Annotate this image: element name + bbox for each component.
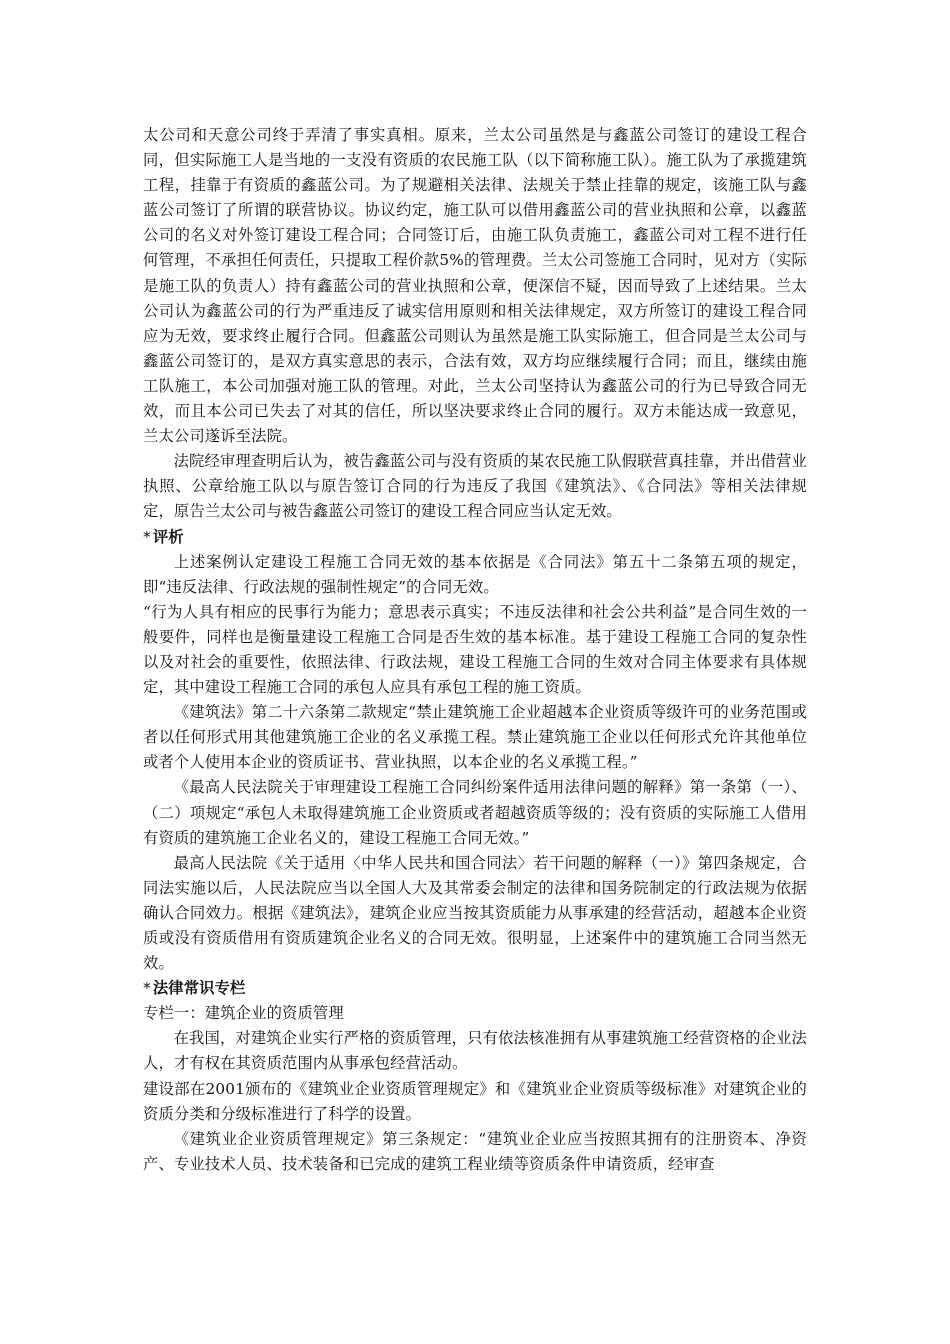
paragraph-case-facts: 太公司和天意公司终于弄清了事实真相。原来，兰太公司虽然是与鑫蓝公司签订的建设工程合同，但实际施工人是当地的一支没有资质的农民施工队（以下简称施工队）。施工队为了承揽建筑工程，挂靠于有资质的鑫蓝公司。为了规避相关法律、法规关于禁止挂靠的规定，该施工队与鑫蓝公司签订了所谓的联营协议。协议约定，施工队可以借用鑫蓝公司的营业执照和公章，以鑫蓝公司的名义对外签订建设工程合同；合同签订后，由施工队负责施工，鑫蓝公司对工程不进行任何管理，不承担任何责任，只提取工程价款5%的管理费。兰太公司签施工合同时，见对方（实际是施工队的负责人）持有鑫蓝公司的营业执照和公章，便深信不疑，因而导致了上述结果。兰太公司认为鑫蓝公司的行为严重违反了诚实信用原则和相关法律规定，双方所签订的建设工程合同应为无效，要求终止履行合同。但鑫蓝公司则认为虽然是施工队实际施工，但合同是兰太公司与鑫蓝公司签订的，是双方真实意思的表示，合法有效，双方均应继续履行合同；而且，继续由施工队施工，本公司加强对施工队的管理。对此，兰太公司坚持认为鑫蓝公司的行为已导致合同无效，而且本公司已失去了对其的信任，所以坚决要求终止合同的履行。双方未能达成一致意见，兰太公司遂诉至法院。 — [143, 126, 807, 446]
paragraph-court-ruling: 法院经审理查明后认为，被告鑫蓝公司与没有资质的某农民施工队假联营真挂靠，并出借营业执照、公章给施工队以与原告签订合同的行为违反了我国《建筑法》、《合同法》等相关法律规定，原告兰太公司与被告鑫蓝公司签订的建设工程合同应当认定无效。 — [143, 452, 807, 521]
section-heading-analysis — [143, 525, 807, 550]
paragraph-construction-law-article: 《建筑法》第二十六条第二款规定“禁止建筑施工企业超越本企业资质等级许可的业务范围或者以任何形式用其他建筑施工企业的名义承揽工程。禁止建筑施工企业以任何形式允许其他单位或者个人使用本企业的资质证书、营业执照，以本企业的名义承揽工程。” — [143, 703, 807, 772]
section-heading-analysis-label: 评析 — [152, 527, 184, 546]
document-page — [143, 123, 807, 1177]
section-heading-law-column — [143, 976, 807, 1001]
paragraph-regulation-article-three: 《建筑业企业资质管理规定》第三条规定：“建筑业企业应当按照其拥有的注册资本、净资产、专业技术人员、技术装备和已完成的建筑工程业绩等资质条件申请资质，经审查 — [143, 1129, 807, 1173]
paragraph-ministry-regulation: 建设部在2001颁布的《建筑业企业资质管理规定》和《建筑业企业资质等级标准》对建筑企业的资质分类和分级标准进行了科学的设置。 — [143, 1079, 807, 1123]
paragraph-analysis-basis: 上述案例认定建设工程施工合同无效的基本依据是《合同法》第五十二条第五项的规定，即“违反法律、行政法规的强制性规定”的合同无效。 — [143, 552, 807, 596]
paragraph-contract-law-interpretation: 最高人民法院《关于适用〈中华人民共和国合同法〉若干问题的解释（一）》第四条规定，合同法实施以后，人民法院应当以全国人大及其常委会制定的法律和国务院制定的行政法规为依据确认合同效力。根据《建筑法》，建筑企业应当按其资质能力从事承建的经营活动，超越本企业资质或没有资质借用有资质建筑企业名义的合同无效。很明显，上述案件中的建筑施工合同当然无效。 — [143, 853, 807, 973]
bullet-star: * — [143, 527, 151, 546]
paragraph-validity-requirements: “行为人具有相应的民事行为能力；意思表示真实；不违反法律和社会公共利益”是合同生效的一般要件，同样也是衡量建设工程施工合同是否生效的基本标准。基于建设工程施工合同的复杂性以及对社会的重要性，依照法律、行政法规，建设工程施工合同的生效对合同主体要求有具体规定，其中建设工程施工合同的承包人应具有承包工程的施工资质。 — [143, 602, 807, 697]
paragraph-supreme-court-interpretation: 《最高人民法院关于审理建设工程施工合同纠纷案件适用法律问题的解释》第一条第（一）、（二）项规定“承包人未取得建筑施工企业资质或者超越资质等级的；没有资质的实际施工人借用有资质的建筑施工企业名义的，建设工程施工合同无效。” — [143, 778, 807, 847]
bullet-star: * — [143, 979, 151, 998]
section-heading-law-column-label: 法律常识专栏 — [152, 979, 246, 998]
column-one-title: 专栏一：建筑企业的资质管理 — [143, 1004, 344, 1023]
paragraph-qualification-management: 在我国，对建筑企业实行严格的资质管理，只有依法核准拥有从事建筑施工经营资格的企业法人，才有权在其资质范围内从事承包经营活动。 — [143, 1029, 807, 1073]
